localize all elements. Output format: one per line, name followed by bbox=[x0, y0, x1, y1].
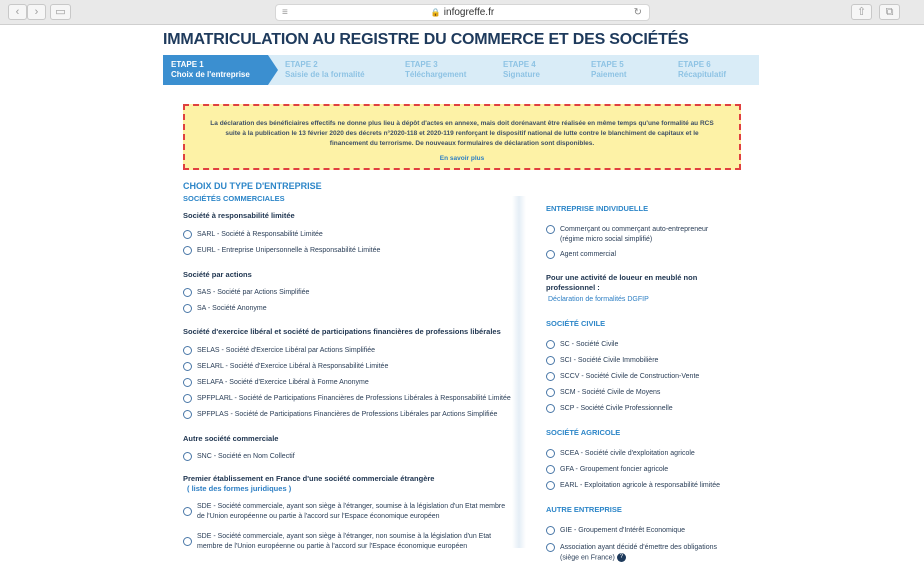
formes-juridiques-link[interactable]: ( liste des formes juridiques ) bbox=[187, 484, 292, 493]
radio-sarl[interactable] bbox=[183, 230, 192, 239]
option-scm[interactable]: SCM - Société Civile de Moyens bbox=[560, 389, 661, 396]
option-snc[interactable]: SNC - Société en Nom Collectif bbox=[197, 453, 295, 460]
url-text: infogreffe.fr bbox=[443, 7, 495, 18]
reader-menu-icon[interactable]: ≡ bbox=[282, 7, 288, 18]
option-sc[interactable]: SC - Société Civile bbox=[560, 341, 619, 348]
option-scp[interactable]: SCP - Société Civile Professionnelle bbox=[560, 405, 673, 412]
option-selafa[interactable]: SELAFA - Société d'Exercice Libéral à Forme Anonyme bbox=[197, 379, 369, 386]
option-selarl[interactable]: SELARL - Société d'Exercice Libéral à Responsabilité Limitée bbox=[197, 363, 389, 370]
radio-sccv[interactable] bbox=[546, 372, 555, 381]
group-heading-etrangere: Premier établissement en France d'une société commerciale étrangère bbox=[183, 474, 435, 483]
address-bar[interactable] bbox=[275, 4, 650, 21]
radio-snc[interactable] bbox=[183, 452, 192, 461]
step-6: ETAPE 6 Récapitulatif bbox=[678, 60, 727, 79]
radio-spfplas[interactable] bbox=[183, 410, 192, 419]
step-5: ETAPE 5 Paiement bbox=[591, 60, 627, 79]
radio-gie[interactable] bbox=[546, 526, 555, 535]
option-commercant[interactable]: Commerçant ou commerçant auto-entrepreneur (régime micro social simplifié) bbox=[560, 226, 709, 243]
option-gie[interactable]: GIE - Groupement d'Intérêt Economique bbox=[560, 527, 686, 534]
help-icon[interactable]: ? bbox=[617, 553, 626, 562]
lock-icon: 🔒 bbox=[430, 8, 441, 17]
sidebar-toggle-icon[interactable]: ▭ bbox=[50, 4, 71, 20]
option-sde-ue[interactable]: SDE - Société commerciale, ayant son siège à l'étranger, soumise à la législation d'un Etat membre de l'Union européenne ou partie à l'accord sur l'Espace économique européen bbox=[197, 503, 506, 520]
option-spfplas[interactable]: SPFPLAS - Société de Participations Financières de Professions Libérales par Actions Simplifiée bbox=[197, 411, 498, 418]
radio-sci[interactable] bbox=[546, 356, 555, 365]
group-heading-sarl: Société à responsabilité limitée bbox=[183, 211, 295, 220]
option-gfa[interactable]: GFA - Groupement foncier agricole bbox=[560, 466, 669, 473]
browser-toolbar bbox=[0, 0, 924, 25]
radio-selarl[interactable] bbox=[183, 362, 192, 371]
option-sccv[interactable]: SCCV - Société Civile de Construction-Vente bbox=[560, 373, 700, 380]
en-savoir-plus-link[interactable]: En savoir plus bbox=[439, 155, 485, 162]
radio-agent-commercial[interactable] bbox=[546, 250, 555, 259]
radio-sde-hors-ue[interactable] bbox=[183, 537, 192, 546]
option-agent-commercial[interactable]: Agent commercial bbox=[560, 251, 617, 258]
dgfip-link[interactable]: Déclaration de formalités DGFIP bbox=[548, 296, 649, 303]
option-sarl[interactable]: SARL - Société à Responsabilité Limitée bbox=[197, 231, 323, 238]
step-1: ETAPE 1 Choix de l'entreprise bbox=[163, 55, 268, 85]
group-heading-autre: Autre société commerciale bbox=[183, 434, 279, 443]
option-scea[interactable]: SCEA - Société civile d'exploitation agricole bbox=[560, 450, 695, 457]
option-sde-hors-ue[interactable]: SDE - Société commerciale, ayant son siège à l'étranger, non soumise à la législation d'un Etat membre de l'Union européenne ou partie à l'accord sur l'Espace économique européen bbox=[197, 533, 492, 550]
group-heading-actions: Société par actions bbox=[183, 270, 252, 279]
radio-sas[interactable] bbox=[183, 288, 192, 297]
heading-entreprise-individuelle: ENTREPRISE INDIVIDUELLE bbox=[546, 204, 649, 213]
radio-scp[interactable] bbox=[546, 404, 555, 413]
group-heading-liberal: Société d'exercice libéral et société de participations financières de professions libérales bbox=[183, 327, 501, 336]
option-eurl[interactable]: EURL - Entreprise Unipersonnelle à Responsabilité Limitée bbox=[197, 247, 381, 254]
step-4: ETAPE 4 Signature bbox=[503, 60, 540, 79]
option-sa[interactable]: SA - Société Anonyme bbox=[197, 305, 267, 312]
reload-icon[interactable]: ↻ bbox=[633, 7, 642, 18]
tabs-icon[interactable]: ⧉ bbox=[879, 4, 900, 20]
heading-societe-civile: SOCIÉTÉ CIVILE bbox=[546, 319, 606, 328]
step-2: ETAPE 2 Saisie de la formalité bbox=[285, 60, 365, 79]
option-association[interactable]: Association ayant décidé d'émettre des obligations (siège en France) ? bbox=[560, 544, 717, 562]
radio-selas[interactable] bbox=[183, 346, 192, 355]
heading-autre-entreprise: AUTRE ENTREPRISE bbox=[546, 505, 622, 514]
option-sci[interactable]: SCI - Société Civile Immobilière bbox=[560, 357, 659, 364]
radio-eurl[interactable] bbox=[183, 246, 192, 255]
radio-gfa[interactable] bbox=[546, 465, 555, 474]
beneficiaires-notice: La déclaration des bénéficiaires effectifs ne donne plus lieu à dépôt d'actes en annexe, mais doit dorénavant être réalisée en même temps qu'une formalité au RCS suite à la publication le 13 février 2020 des décrets n°2020-118 et 2020-119 renforçant le dispositif national de lutte contre le blanchiment de capitaux et le financement du terrorisme. De nouveaux formulaires de déclaration sont disponibles. En savoir plus bbox=[183, 104, 741, 170]
heading-societe-agricole: SOCIÉTÉ AGRICOLE bbox=[546, 428, 621, 437]
radio-association[interactable] bbox=[546, 543, 555, 552]
column-divider bbox=[512, 196, 526, 548]
option-earl[interactable]: EARL - Exploitation agricole à responsabilité limitée bbox=[560, 482, 721, 489]
radio-sde-ue[interactable] bbox=[183, 507, 192, 516]
radio-scea[interactable] bbox=[546, 449, 555, 458]
page-title: IMMATRICULATION AU REGISTRE DU COMMERCE ET DES SOCIÉTÉS bbox=[163, 31, 689, 48]
subsection-title: SOCIÉTÉS COMMERCIALES bbox=[183, 194, 285, 203]
option-selas[interactable]: SELAS - Société d'Exercice Libéral par Actions Simplifiée bbox=[197, 347, 375, 354]
steps-bar bbox=[163, 55, 759, 85]
heading-loueur-meuble: Pour une activité de loueur en meublé non professionnel : bbox=[546, 273, 698, 292]
option-spfplarl[interactable]: SPFPLARL - Société de Participations Financières de Professions Libérales à Responsabilité Limitée bbox=[197, 395, 511, 402]
radio-spfplarl[interactable] bbox=[183, 394, 192, 403]
radio-scm[interactable] bbox=[546, 388, 555, 397]
section-title: CHOIX DU TYPE D'ENTREPRISE bbox=[183, 181, 322, 191]
radio-sc[interactable] bbox=[546, 340, 555, 349]
back-button[interactable]: ‹ bbox=[8, 4, 27, 20]
radio-sa[interactable] bbox=[183, 304, 192, 313]
radio-selafa[interactable] bbox=[183, 378, 192, 387]
radio-earl[interactable] bbox=[546, 481, 555, 490]
option-sas[interactable]: SAS - Société par Actions Simplifiée bbox=[197, 289, 310, 296]
step-3: ETAPE 3 Téléchargement bbox=[405, 60, 467, 79]
forward-button[interactable]: › bbox=[27, 4, 46, 20]
share-icon[interactable]: ⇧ bbox=[851, 4, 872, 20]
radio-commercant[interactable] bbox=[546, 225, 555, 234]
